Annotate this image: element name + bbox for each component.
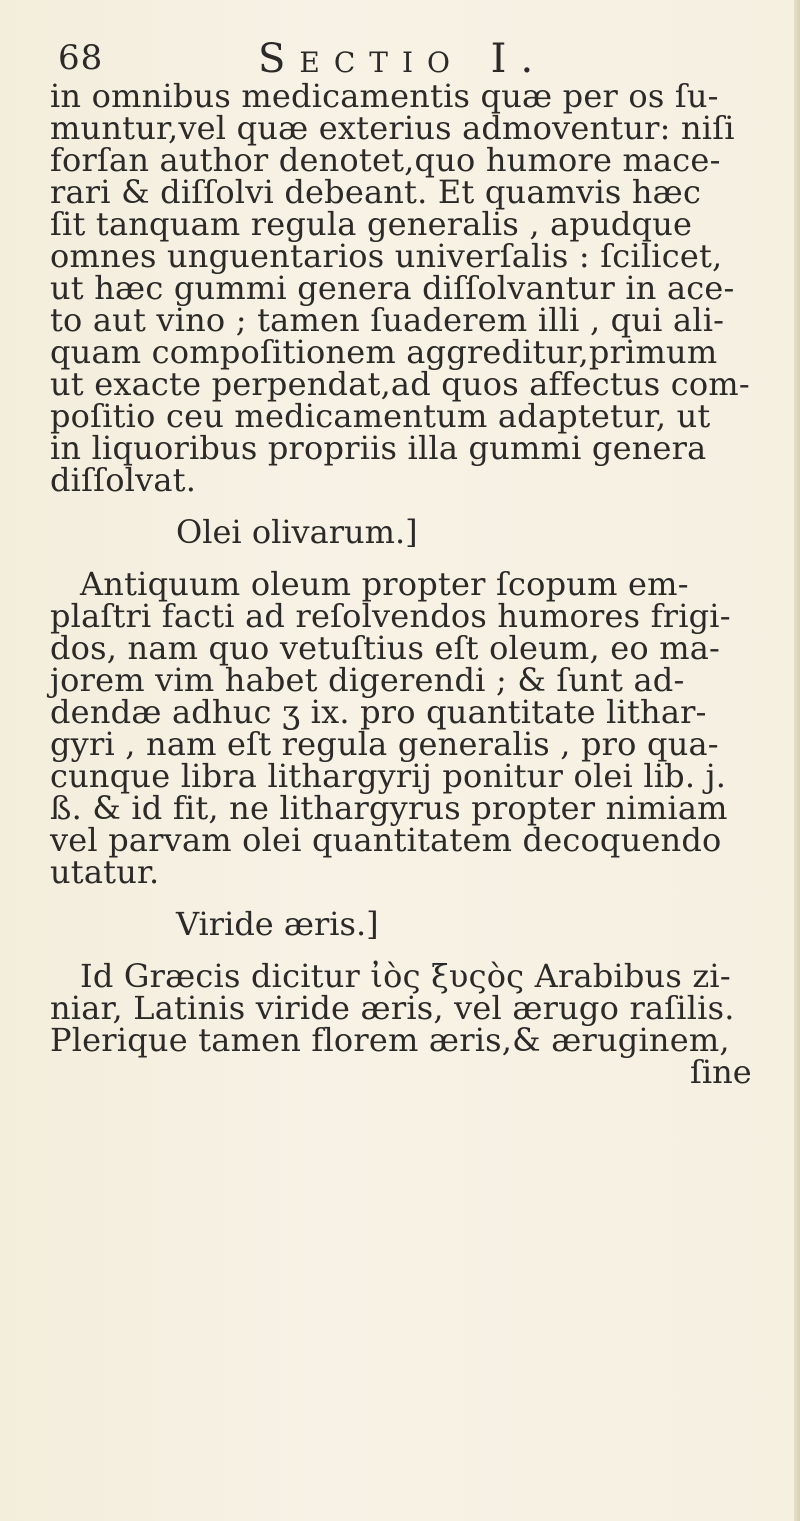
- text-line: dendæ adhuc ʒ ix. pro quantitate lithar-: [50, 693, 707, 731]
- text-line: in liquoribus propriis illa gummi genera: [50, 429, 707, 467]
- text-line: diſſolvat.: [50, 461, 197, 499]
- text-line: cunque libra lithargyrij ponitur olei lib. j.: [50, 757, 727, 795]
- paragraph-2: [50, 565, 770, 891]
- paragraph-3: [50, 957, 770, 1059]
- text-line: niar, Latinis viride æris, vel ærugo raſilis.: [50, 989, 735, 1027]
- text-line: dos, nam quo vetuſtius eſt oleum, eo ma-: [50, 629, 721, 667]
- text-line: gyri , nam eſt regula generalis , pro qua-: [50, 725, 719, 763]
- text-line: rari & diſſolvi debeant. Et quamvis hæc: [50, 173, 702, 211]
- text-line: Id Græcis dicitur ἰὸς ξυςὸς Arabibus zi-: [80, 957, 731, 995]
- text-line: omnes unguentarios univerſalis : ſcilicet,: [50, 237, 723, 275]
- text-line: ß. & id fit, ne lithargyrus propter nimiam: [50, 789, 728, 827]
- text-line: in omnibus medicamentis quæ per os ſu-: [50, 77, 719, 115]
- paragraph-1: [50, 77, 770, 499]
- text-line: ut hæc gummi genera diſſolvantur in ace-: [50, 269, 735, 307]
- text-line: vel parvam olei quantitatem decoquendo: [50, 821, 722, 859]
- running-head: Sectio I.: [258, 36, 548, 82]
- spacer: [50, 888, 770, 908]
- body-text: [50, 77, 770, 1091]
- text-line: to aut vino ; tamen ſuaderem illi , qui ali-: [50, 301, 725, 339]
- text-line: ſit tanquam regula generalis , apudque: [50, 205, 693, 243]
- text-line: ut exacte perpendat,ad quos affectus com-: [50, 365, 750, 403]
- page-edge: [794, 0, 800, 1521]
- text-line: utatur.: [50, 853, 160, 891]
- text-line: quam compoſitionem aggreditur,primum: [50, 333, 718, 371]
- text-line: Plerique tamen florem æris,& æruginem,: [50, 1021, 730, 1059]
- section-heading-viride: Viride æris.]: [176, 905, 379, 943]
- page-number: 68: [58, 38, 104, 78]
- section-heading-olei: Olei olivarum.]: [176, 513, 418, 551]
- text-line: muntur,vel quæ exterius admoventur: niſi: [50, 109, 735, 147]
- text-line: poſitio ceu medicamentum adaptetur, ut: [50, 397, 711, 435]
- text-line: jorem vim habet digerendi ; & ſunt ad-: [50, 661, 685, 699]
- text-line: plaſtri facti ad reſolvendos humores frigi-: [50, 597, 731, 635]
- text-line: forſan author denotet,quo humore mace-: [50, 141, 721, 179]
- catchword: ſine: [690, 1053, 752, 1091]
- text-line: Antiquum oleum propter ſcopum em-: [80, 565, 689, 603]
